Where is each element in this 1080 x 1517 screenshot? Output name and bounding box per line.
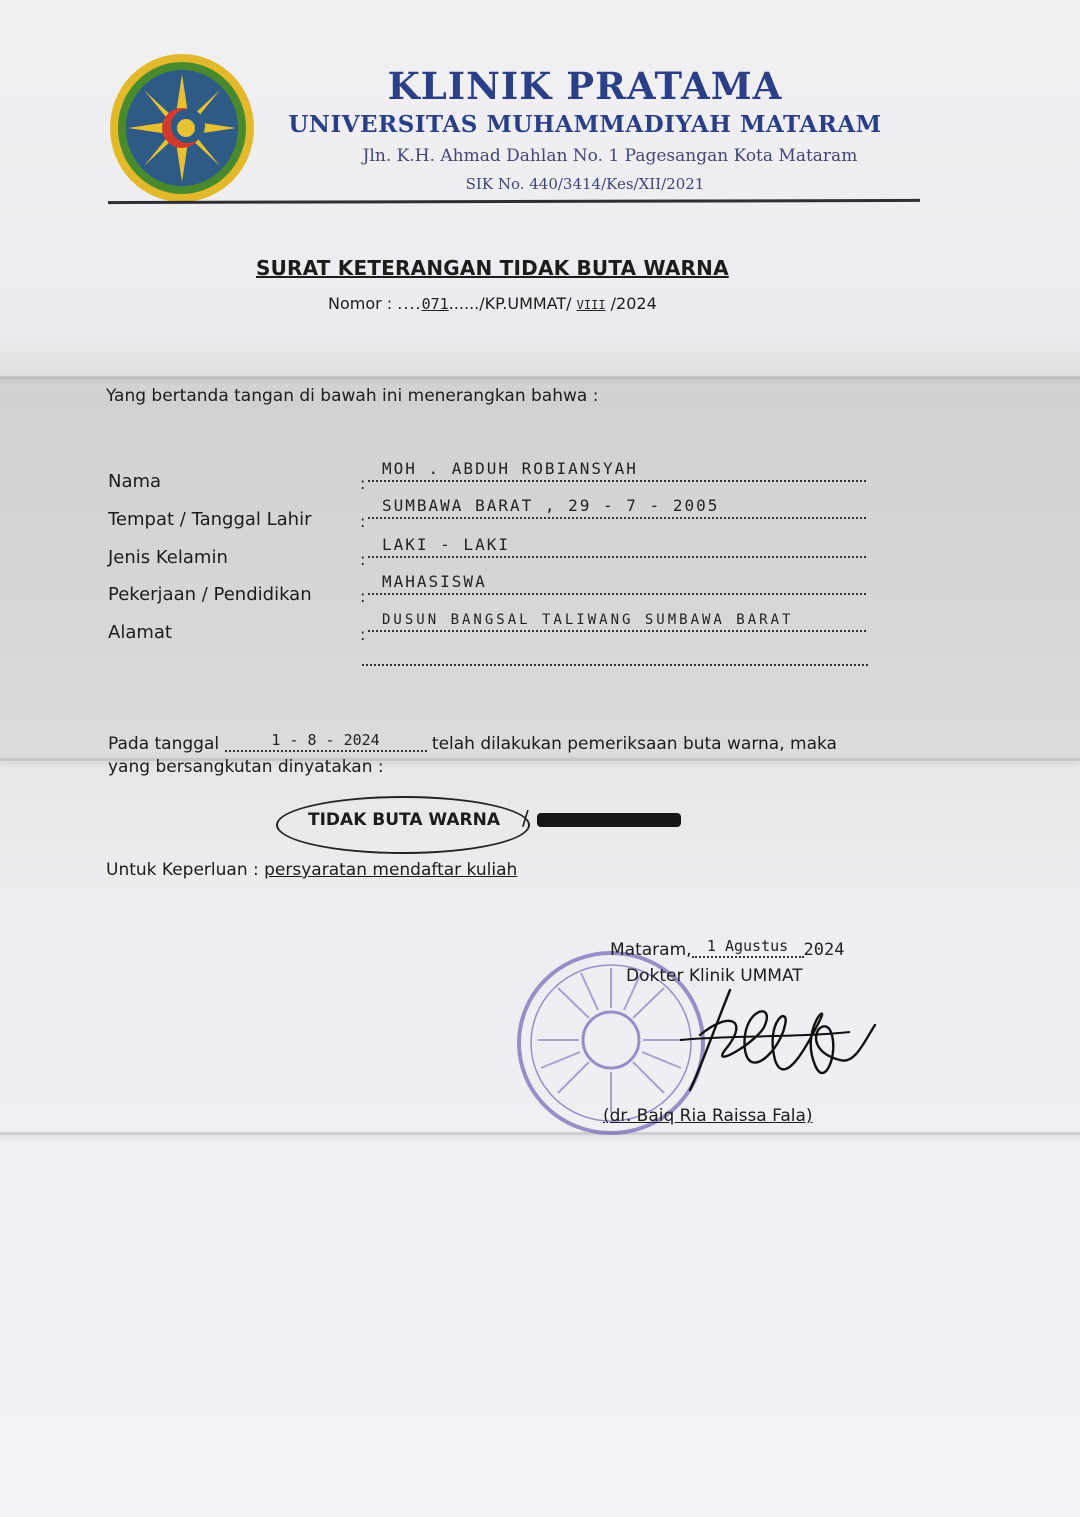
document-number: Nomor : ....071....../KP.UMMAT/ VIII /2024 (328, 294, 657, 313)
document-title: SURAT KETERANGAN TIDAK BUTA WARNA (256, 256, 729, 280)
fold-shadow (0, 378, 1080, 758)
alamat-field (368, 606, 866, 632)
jk-value: LAKI - LAKI (382, 535, 510, 554)
nomor-year: /2024 (610, 294, 657, 313)
redaction-mark (537, 813, 681, 827)
pekerjaan-field (368, 569, 866, 595)
nomor-number: 071 (421, 295, 449, 313)
clinic-sik: SIK No. 440/3414/Kes/XII/2021 (465, 175, 705, 193)
nama-label: Nama (108, 471, 162, 492)
pada-tanggal-value: 1 - 8 - 2024 (271, 731, 380, 749)
nomor-middle: /KP.UMMAT/ (479, 294, 572, 313)
status-text: TIDAK BUTA WARNA (308, 810, 501, 830)
nama-colon: : (360, 474, 366, 493)
university-name: UNIVERSITAS MUHAMMADIYAH MATARAM (288, 111, 882, 138)
muhammadiyah-logo-icon (108, 52, 256, 204)
pekerjaan-colon: : (360, 587, 366, 606)
signature-place: Mataram, (610, 940, 692, 960)
signature-year: 2024 (803, 940, 845, 960)
pada-tanggal-rest: telah dilakukan pemeriksaan buta warna, maka (431, 734, 837, 754)
status-slash: / (522, 806, 529, 830)
fold-line-1 (0, 376, 1080, 379)
pekerjaan-value: MAHASISWA (382, 572, 487, 591)
clinic-name: KLINIK PRATAMA (387, 64, 783, 108)
signature-date: 1 Agustus (706, 937, 789, 955)
nomor-month: VIII (576, 298, 606, 312)
ttl-colon: : (360, 512, 366, 531)
pekerjaan-label: Pekerjaan / Pendidikan (108, 584, 312, 605)
intro-text: Yang bertanda tangan di bawah ini menerangkan bahwa : (106, 386, 599, 406)
signature-place-date (610, 937, 845, 962)
purpose-line (106, 860, 517, 880)
clinic-address: Jln. K.H. Ahmad Dahlan No. 1 Pagesangan Kota Mataram (362, 146, 858, 166)
alamat-label: Alamat (108, 622, 172, 643)
result-line2: yang bersangkutan dinyatakan : (108, 757, 384, 777)
signature-title: Dokter Klinik UMMAT (626, 966, 803, 986)
alamat-colon: : (360, 625, 366, 644)
doctor-name: (dr. Baiq Ria Raissa Fala) (603, 1106, 813, 1126)
purpose-value: persyaratan mendaftar kuliah (264, 860, 518, 880)
purpose-label: Untuk Keperluan : (106, 860, 259, 880)
nama-value: MOH . ABDUH ROBIANSYAH (382, 459, 638, 478)
alamat-field-line2 (362, 640, 868, 666)
handwritten-signature (670, 980, 885, 1095)
ttl-label: Tempat / Tanggal Lahir (108, 509, 312, 530)
alamat-value: DUSUN BANGSAL TALIWANG SUMBAWA BARAT (382, 612, 794, 628)
ttl-field (368, 493, 866, 519)
nomor-label: Nomor : (328, 294, 393, 313)
pada-tanggal-label: Pada tanggal (108, 734, 220, 754)
pada-tanggal-line (108, 731, 837, 756)
ttl-value: SUMBAWA BARAT , 29 - 7 - 2005 (382, 496, 720, 515)
jk-field (368, 532, 866, 558)
jk-colon: : (360, 550, 366, 569)
jk-label: Jenis Kelamin (108, 547, 228, 568)
nama-field (368, 456, 866, 482)
